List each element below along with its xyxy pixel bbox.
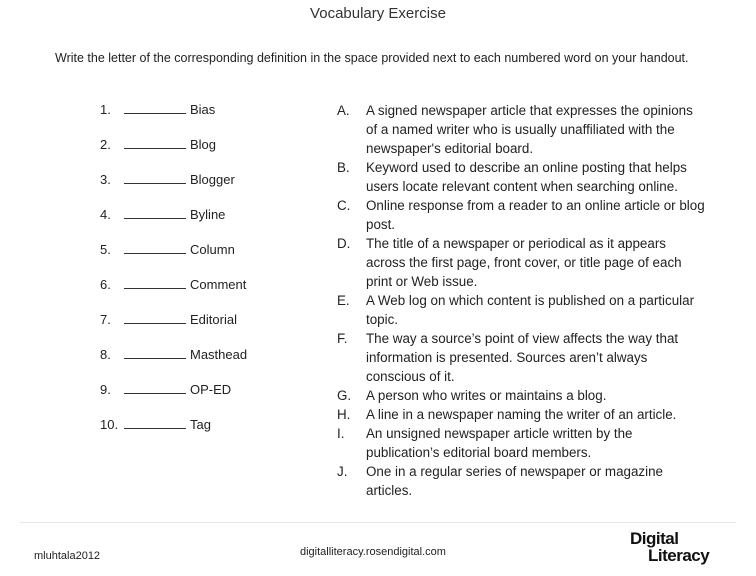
definition-item bbox=[337, 462, 707, 500]
word-number: 4. bbox=[100, 207, 111, 222]
word-number: 1. bbox=[100, 102, 111, 117]
word-number: 10. bbox=[100, 417, 119, 432]
word-item bbox=[100, 136, 247, 171]
answer-blank bbox=[124, 101, 186, 114]
word-item bbox=[100, 381, 247, 416]
page-title: Vocabulary Exercise bbox=[310, 5, 446, 22]
definition-text: Online response from a reader to an online article or blog post. bbox=[366, 198, 705, 232]
word-label: Byline bbox=[190, 207, 226, 222]
answer-blank bbox=[124, 276, 186, 289]
answer-blank bbox=[124, 136, 186, 149]
definition-item bbox=[337, 424, 707, 462]
digital-literacy-logo bbox=[630, 530, 709, 564]
word-item bbox=[100, 276, 247, 311]
word-label: Masthead bbox=[190, 347, 248, 362]
word-item bbox=[100, 311, 247, 346]
definition-item bbox=[337, 196, 707, 234]
site-url: digitalliteracy.rosendigital.com bbox=[300, 546, 446, 558]
definition-letter: F. bbox=[337, 331, 348, 346]
definition-text: Keyword used to describe an online posting that helps users locate relevant content when searching online. bbox=[366, 160, 687, 194]
word-label: Blog bbox=[190, 137, 217, 152]
definition-letter: H. bbox=[337, 407, 351, 422]
definition-item bbox=[337, 405, 707, 424]
definition-text: A Web log on which content is published on a particular topic. bbox=[366, 293, 695, 327]
definition-text: A signed newspaper article that expresses the opinions of a named writer who is usually unaffiliated with the newspaper's editorial board. bbox=[366, 103, 693, 156]
definition-item bbox=[337, 329, 707, 386]
word-number: 5. bbox=[100, 242, 111, 257]
instructions-text: Write the letter of the corresponding definition in the space provided next to each numbered word on your handout. bbox=[55, 51, 689, 65]
word-number: 2. bbox=[100, 137, 111, 152]
definition-letter: I. bbox=[337, 426, 345, 441]
definition-text: A line in a newspaper naming the writer of an article. bbox=[366, 407, 677, 422]
definition-text: The title of a newspaper or periodical as it appears across the first page, front cover, or title page of each print or Web issue. bbox=[366, 236, 682, 289]
definition-text: One in a regular series of newspaper or magazine articles. bbox=[366, 464, 663, 498]
answer-blank bbox=[124, 206, 186, 219]
word-number: 9. bbox=[100, 382, 111, 397]
answer-blank bbox=[124, 171, 186, 184]
word-item bbox=[100, 101, 247, 136]
word-item bbox=[100, 171, 247, 206]
logo-line-1: Digital bbox=[630, 529, 679, 548]
definition-letter: J. bbox=[337, 464, 348, 479]
definition-item bbox=[337, 234, 707, 291]
word-label: Column bbox=[190, 242, 235, 257]
definition-letter: E. bbox=[337, 293, 350, 308]
word-list bbox=[100, 101, 247, 451]
answer-blank bbox=[124, 346, 186, 359]
word-label: Editorial bbox=[190, 312, 237, 327]
definition-item bbox=[337, 291, 707, 329]
word-label: OP-ED bbox=[190, 382, 232, 397]
word-number: 6. bbox=[100, 277, 111, 292]
answer-blank bbox=[124, 381, 186, 394]
definition-item bbox=[337, 386, 707, 405]
answer-blank bbox=[124, 241, 186, 254]
word-item bbox=[100, 346, 247, 381]
definition-letter: B. bbox=[337, 160, 350, 175]
logo-line-2: Literacy bbox=[648, 546, 710, 565]
answer-blank bbox=[124, 311, 186, 324]
word-number: 8. bbox=[100, 347, 111, 362]
definition-item bbox=[337, 101, 707, 158]
definition-item bbox=[337, 158, 707, 196]
word-label: Comment bbox=[190, 277, 247, 292]
answer-blank bbox=[124, 416, 186, 429]
footer-divider bbox=[20, 522, 736, 523]
definition-text: The way a source’s point of view affects the way that information is presented. Sources aren’t always conscious of it. bbox=[366, 331, 679, 384]
word-item bbox=[100, 241, 247, 276]
definition-text: An unsigned newspaper article written by the publication’s editorial board members. bbox=[366, 426, 633, 460]
definition-list bbox=[337, 101, 707, 500]
word-label: Tag bbox=[190, 417, 211, 432]
word-label: Blogger bbox=[190, 172, 235, 187]
word-label: Bias bbox=[190, 102, 216, 117]
definition-letter: G. bbox=[337, 388, 352, 403]
word-number: 3. bbox=[100, 172, 111, 187]
word-item bbox=[100, 416, 247, 451]
author-credit: mluhtala2012 bbox=[34, 550, 101, 562]
word-item bbox=[100, 206, 247, 241]
word-number: 7. bbox=[100, 312, 111, 327]
definition-letter: D. bbox=[337, 236, 351, 251]
definition-letter: C. bbox=[337, 198, 351, 213]
definition-letter: A. bbox=[337, 103, 350, 118]
definition-text: A person who writes or maintains a blog. bbox=[366, 388, 607, 403]
